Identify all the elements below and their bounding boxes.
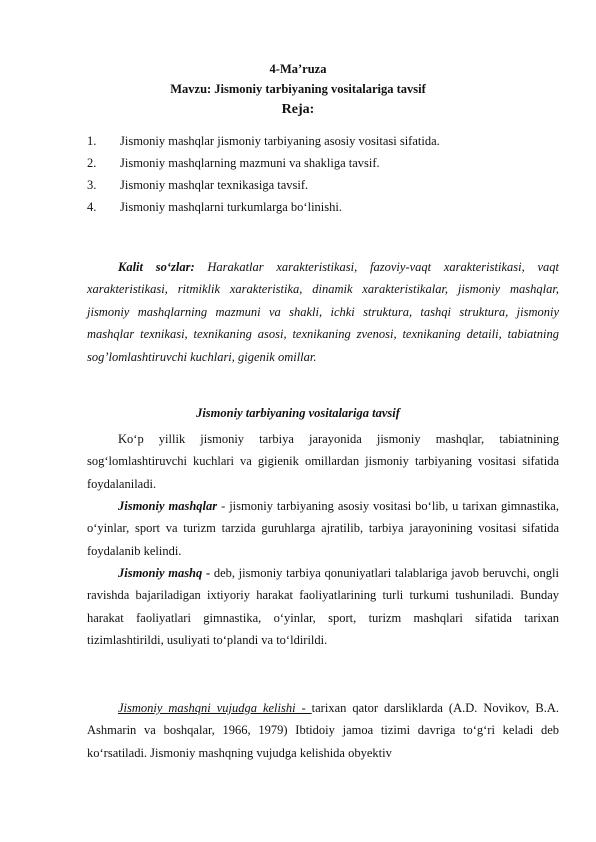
paragraph-exercise-definition (87, 562, 559, 652)
term-dash: - (202, 566, 211, 580)
plan-item-text: Jismoniy mashqlarning mazmuni va shakliga tavsif. (120, 156, 380, 170)
plan-item-number: 3. (87, 178, 97, 192)
paragraph-exercises-text: - jismoniy tarbiyaning asosiy vositasi bo‘lib, u tarixan gimnastika, o‘yinlar, sport va turizm tarzida guruhlarga ajratilib, tarbiya jarayonining vositasi sifatida foydalanib kelindi. (87, 499, 559, 558)
plan-heading: Reja: (281, 102, 315, 117)
plan-item-text: Jismoniy mashqlar jismoniy tarbiyaning asosiy vositasi sifatida. (120, 134, 440, 148)
keywords-text: Harakatlar xarakteristikasi, fazoviy-vaqt xarakteristikasi, vaqt xarakteristikasi, ritmiklik xarakteristika, dinamik xarakteristikalar, jismoniy mashqlar, jismoniy mashqlarning mazmuni va shakli, ichki struktura, tashqi struktura, jismoniy mashqlar texnikasi, texnikaning asosi, texnikaning zvenosi, texnikaning detaili, tabiatning sog’lomlashtiruvchi kuchlari, gigenik omillar. (87, 260, 559, 364)
term-exercises: Jismoniy mashqlar (118, 499, 218, 513)
plan-item-number: 4. (87, 200, 97, 214)
paragraph-exercises (87, 495, 559, 562)
plan-item-number: 1. (87, 134, 97, 148)
plan-item-number: 2. (87, 156, 97, 170)
plan-item (87, 130, 527, 152)
plan-item-text: Jismoniy mashqlarni turkumlarga bo‘linishi. (120, 200, 342, 214)
lecture-number: 4-Ma’ruza (269, 62, 327, 76)
paragraph-definition-text: deb, jismoniy tarbiya qonuniyatlari talablariga javob beruvchi, ongli ravishda bajariladigan ixtiyoriy harakat faoliyatlarining turli turkumi tushuniladi. Bunday harakat faoliyatlari gimnastika, o‘yinlar, sport, turizm mashqlari sifatida tarixan tizimlashtirildi, usuliyati to‘plandi va to‘ldirildi. (87, 566, 559, 648)
lecture-topic: Mavzu: Jismoniy tarbiyaning vositalariga tavsif (170, 82, 426, 96)
plan-item (87, 152, 527, 174)
plan-item (87, 196, 527, 218)
keywords-paragraph (87, 256, 559, 368)
paragraph-intro: Ko‘p yillik jismoniy tarbiya jarayonida jismoniy mashqlar, tabiatnining sog‘lomlashtiruvchi kuchlari va gigienik omillardan jismoniy tarbiyaning vositasi sifatida foydalaniladi. (87, 432, 559, 491)
plan-list (87, 130, 527, 218)
section-title: Jismoniy tarbiyaning vositalariga tavsif (196, 406, 400, 420)
paragraph-origin (87, 697, 559, 764)
term-exercise: Jismoniy mashq (118, 566, 203, 580)
paragraph-origin-text: tarixan qator darsliklarda (A.D. Novikov, B.A. Ashmarin va boshqalar, 1966, 1979) Ibtidoiy jamoa tizimi davriga to‘g‘ri keladi deb ko‘rsatiladi. Jismoniy mashqning vujudga kelishida obyektiv (87, 701, 559, 760)
plan-item (87, 174, 527, 196)
plan-item-text: Jismoniy mashqlar texnikasiga tavsif. (120, 178, 309, 192)
term-origin: Jismoniy mashqni vujudga kelishi - (118, 701, 312, 715)
keywords-label: Kalit so‘zlar: (118, 260, 195, 274)
